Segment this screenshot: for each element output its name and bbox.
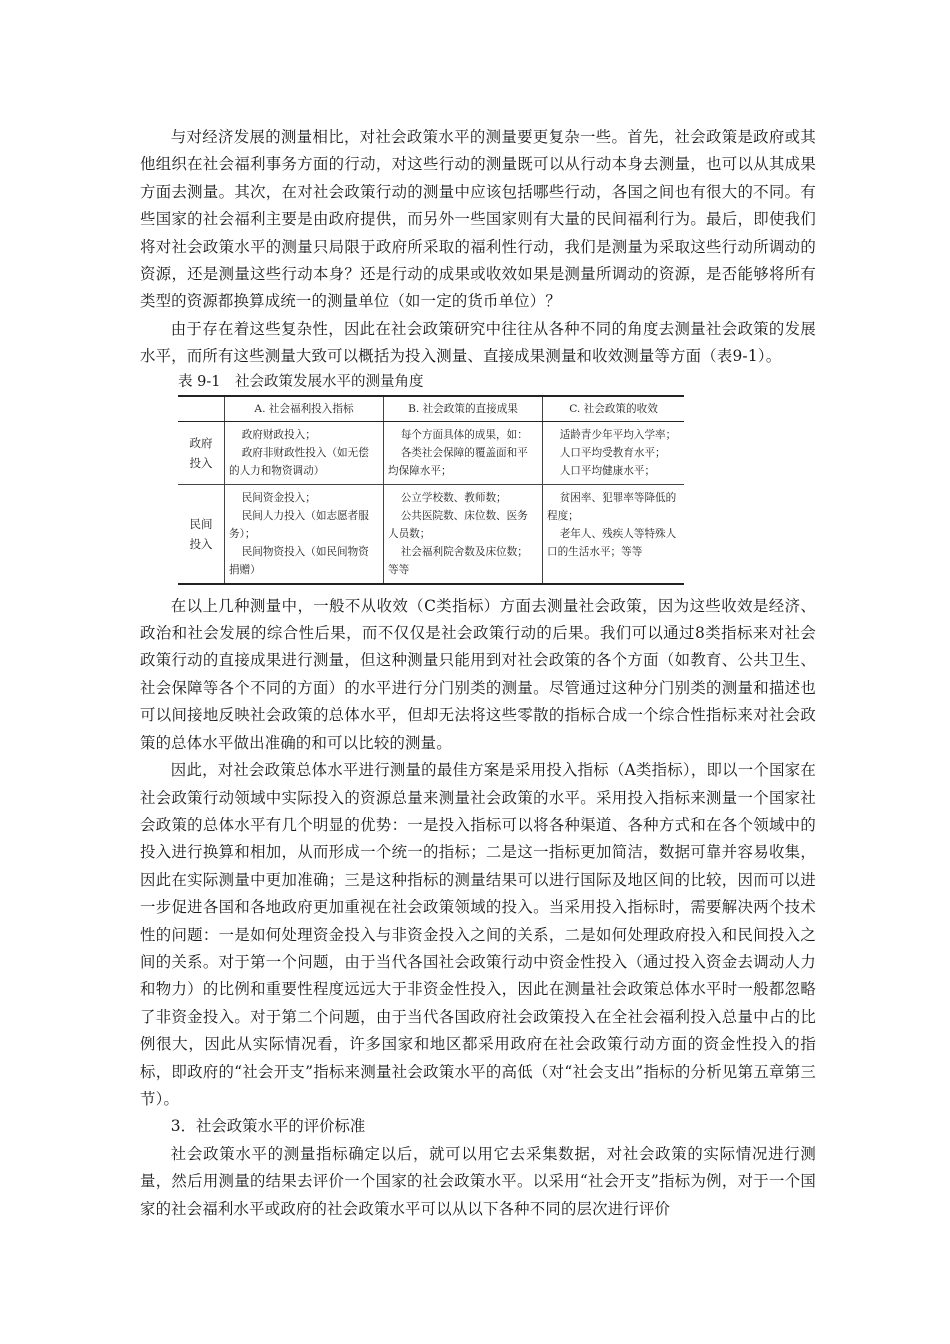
cell-line: 各类社会保障的覆盖面和平均保障水平； — [388, 446, 528, 477]
paragraph-4: 因此，对社会政策总体水平进行测量的最佳方案是采用投入指标（A类指标），即以一个国家在社会政策行动领域中实际投入的资源总量来测量社会政策的水平。采用投入指标来测量一个国家社会政策的总体水平有几个明显的优势：一是投入指标可以将各种渠道、各种方式和在各个领域中的投入进行换算和相加，从而形成一个统一的指标；二是这一指标更加简洁，数据可靠并容易收集，因此在实际测量中更加准确；三是这种指标的测量结果可以进行国际及地区间的比较，因而可以进一步促进各国和各地政府更加重视在社会政策领域的投入。当采用投入指标时，需要解决两个技术性的问题：一是如何处理资金投入与非资金投入之间的关系，二是如何处理政府投入和民间投入之间的关系。对于第一个问题，由于当代各国社会政策行动中资金性投入（通过投入资金去调动人力和物力）的比例和重要性程度远远大于非资金性投入，因此在测量社会政策总体水平时一般都忽略了非资金投入。对于第二个问题，由于当代各国政府社会政策投入在全社会福利投入总量中占的比例很大，因此从实际情况看，许多国家和地区都采用政府在社会政策行动方面的资金性投入的指标，即政府的“社会开支”指标来测量社会政策水平的高低（对“社会支出”指标的分析见第五章第三节）。 — [140, 761, 816, 1108]
row-label-line: 政府 — [189, 435, 213, 450]
section-heading: 3．社会政策水平的评价标准 — [170, 1117, 366, 1136]
table-header-cell: A. 社会福利投入指标 — [225, 396, 384, 422]
cell-line: 民间人力投入（如志愿者服务）； — [229, 509, 369, 540]
paragraph-5: 社会政策水平的测量指标确定以后，就可以用它去采集数据，对社会政策的实际情况进行测量，然后用测量的结果去评价一个国家的社会政策水平。以采用“社会开支”指标为例，对于一个国家的社会福利水平或政府的社会政策水平可以从以下各种不同的层次进行评价 — [140, 1144, 816, 1218]
table-header-row — [178, 396, 684, 422]
table-row — [178, 484, 684, 584]
cell-input-indicator — [225, 421, 384, 484]
cell-effect — [543, 484, 685, 584]
row-label-line: 投入 — [189, 455, 213, 470]
cell-line: 公立学校数、教师数； — [400, 491, 507, 504]
cell-line: 公共医院数、床位数、医务人员数； — [388, 509, 528, 540]
table-header-cell: C. 社会政策的收效 — [543, 396, 685, 422]
paragraph-2: 由于存在着这些复杂性，因此在社会政策研究中往往从各种不同的角度去测量社会政策的发展水平，而所有这些测量大致可以概括为投入测量、直接成果测量和收效测量等方面（表9-1）。 — [140, 319, 816, 366]
cell-line: 社会福利院舍数及床位数；等等 — [388, 545, 528, 576]
cell-line: 政府财政投入； — [241, 428, 316, 441]
cell-line: 民间物资投入（如民间物资捐赠） — [229, 545, 369, 576]
cell-direct-result — [384, 421, 543, 484]
row-label-line: 民间 — [189, 516, 213, 531]
cell-line: 贫困率、犯罪率等降低的程度； — [547, 491, 677, 522]
cell-line: 适龄青少年平均入学率； — [559, 428, 677, 441]
cell-line: 每个方面具体的成果，如： — [400, 428, 528, 441]
cell-line: 人口平均健康水平； — [559, 464, 656, 477]
row-label — [178, 421, 225, 484]
row-label-line: 投入 — [189, 536, 213, 551]
table-caption: 表 9-1 社会政策发展水平的测量角度 — [178, 373, 424, 390]
cell-line: 老年人、残疾人等特殊人口的生活水平；等等 — [547, 527, 677, 558]
table-header-cell: B. 社会政策的直接成果 — [384, 396, 543, 422]
document-page — [140, 124, 816, 1223]
cell-line: 政府非财政性投入（如无偿的人力和物资调动） — [229, 446, 369, 477]
cell-effect — [543, 421, 685, 484]
cell-line: 人口平均受教育水平； — [559, 446, 666, 459]
paragraph-1: 与对经济发展的测量相比，对社会政策水平的测量要更复杂一些。首先，社会政策是政府或其他组织在社会福利事务方面的行动，对这些行动的测量既可以从行动本身去测量，也可以从其成果方面去测量。其次，在对社会政策行动的测量中应该包括哪些行动，各国之间也有很大的不同。有些国家的社会福利主要是由政府提供，而另外一些国家则有大量的民间福利行为。最后，即使我们将对社会政策水平的测量只局限于政府所采取的福利性行动，我们是测量为采取这些行动所调动的资源，还是测量这些行动本身？还是行动的成果或收效如果是测量所调动的资源，是否能够将所有类型的资源都换算成统一的测量单位（如一定的货币单位）？ — [140, 128, 816, 311]
cell-input-indicator — [225, 484, 384, 584]
paragraph-3: 在以上几种测量中，一般不从收效（C类指标）方面去测量社会政策，因为这些收效是经济、政治和社会发展的综合性后果，而不仅仅是社会政策行动的后果。我们可以通过8类指标来对社会政策行动的直接成果进行测量，但这种测量只能用到对社会政策的各个方面（如教育、公共卫生、社会保障等各个不同的方面）的水平进行分门别类的测量。尽管通过这种分门别类的测量和描述也可以间接地反映社会政策的总体水平，但却无法将这些零散的指标合成一个综合性指标来对社会政策的总体水平做出准确的和可以比较的测量。 — [140, 596, 816, 752]
table-header-cell — [178, 396, 225, 422]
table-row — [178, 421, 684, 484]
cell-direct-result — [384, 484, 543, 584]
row-label — [178, 484, 225, 584]
measurement-table — [178, 395, 684, 585]
cell-line: 民间资金投入； — [241, 491, 316, 504]
